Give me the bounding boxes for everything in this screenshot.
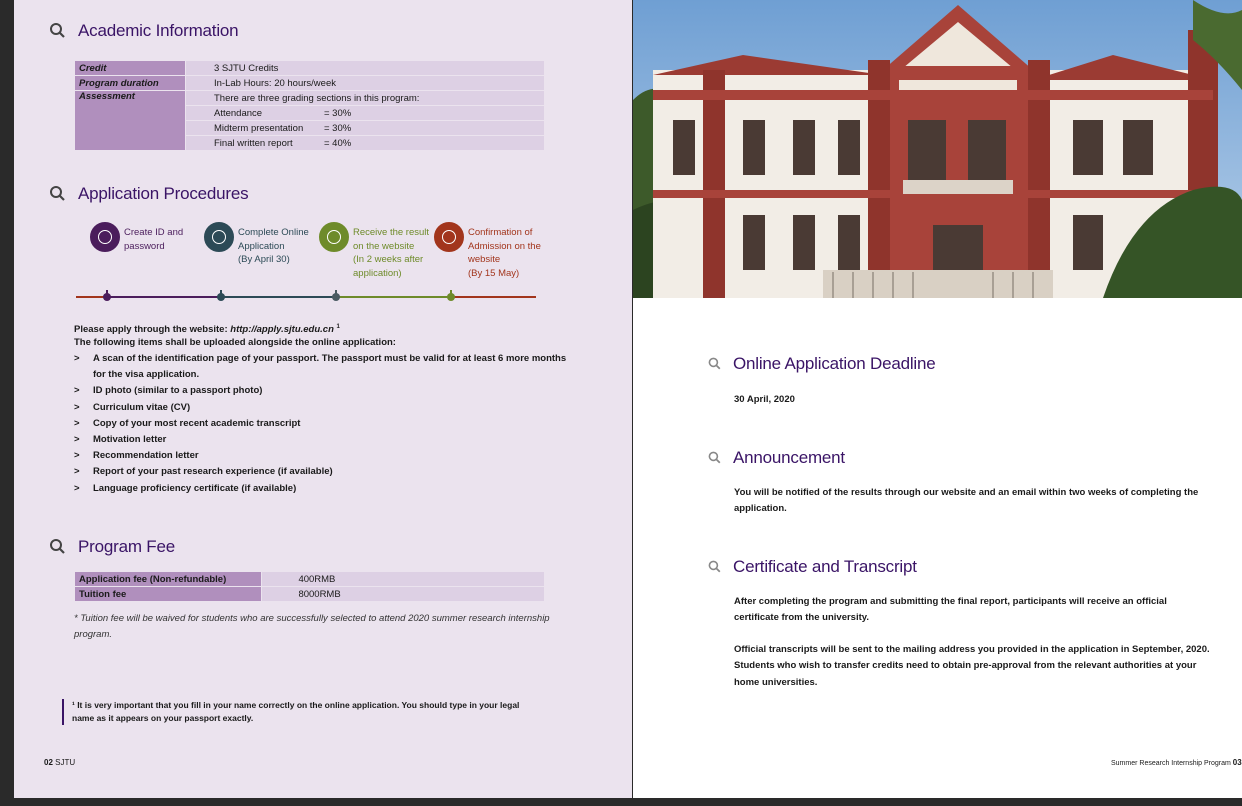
table-row — [75, 572, 545, 587]
procedures-heading — [48, 184, 248, 204]
search-icon — [707, 356, 723, 372]
assessment-value: There are three grading sections in this program: — [186, 91, 545, 106]
fee-value: 8000RMB — [262, 587, 545, 602]
apply-line: Please apply through the website: http://apply.sjtu.edu.cn $^1$ — [74, 324, 340, 336]
grading-item: Midterm presentation — [214, 122, 304, 134]
table-row — [75, 61, 545, 76]
search-icon — [707, 559, 723, 575]
chevron-right-icon: > — [74, 401, 80, 413]
chevron-right-icon: > — [74, 417, 80, 429]
credit-label: Credit — [75, 61, 186, 76]
page-number-right: Summer Research Internship Program 03 — [1111, 758, 1242, 767]
academic-table — [74, 60, 545, 151]
fee-label: Application fee (Non-refundable) — [75, 572, 262, 587]
list-item: > Motivation letter — [74, 432, 574, 448]
fee-value: 400RMB — [262, 572, 545, 587]
duration-value: In-Lab Hours: 20 hours/week — [186, 76, 545, 91]
step-icon — [90, 222, 120, 252]
step-label: Receive the result on the website (In 2 weeks after application) — [353, 227, 430, 279]
chevron-right-icon: > — [74, 482, 80, 494]
step-label: Confirmation of Admission on the website (By 15 May) — [468, 227, 541, 279]
library-photo — [633, 0, 1242, 298]
step-label: Complete Online Application (By April 30) — [238, 227, 309, 265]
step-icon — [319, 222, 349, 252]
fee-label: Tuition fee — [75, 587, 262, 602]
page-number-left: 02 SJTU — [44, 758, 76, 767]
step-label: Create ID and password — [124, 227, 184, 252]
grading-weight: = 40% — [324, 137, 352, 149]
fee-note: * Tuition fee will be waived for students who are successfully selected to attend 2020 summer research internship program. — [74, 613, 550, 641]
fee-table — [74, 571, 545, 602]
certificate-text: After completing the program and submitting the final report, participants will receive an official certificate from the university. — [734, 596, 1167, 624]
list-item: > Report of your past research experience (if available) — [74, 464, 574, 480]
chevron-right-icon: > — [74, 466, 80, 478]
list-item: > Copy of your most recent academic transcript — [74, 416, 574, 432]
chevron-right-icon: > — [74, 434, 80, 446]
list-item: > Language proficiency certificate (if available) — [74, 481, 574, 497]
list-item: > Curriculum vitae (CV) — [74, 400, 574, 416]
table-row — [75, 587, 545, 602]
chevron-right-icon: > — [74, 353, 80, 364]
grading-weight: = 30% — [324, 122, 352, 134]
chevron-right-icon: > — [74, 450, 80, 462]
list-item: for the visa application. — [93, 369, 200, 381]
right-page — [633, 0, 1242, 798]
search-icon — [48, 21, 68, 41]
table-row — [75, 91, 545, 106]
list-item: > A scan of the identification page of your passport. The passport must be valid for at least 6 more months — [74, 351, 574, 367]
certificate-heading — [707, 557, 917, 577]
step-icon — [434, 222, 464, 252]
duration-label: Program duration — [75, 76, 186, 91]
deadline-heading — [707, 354, 936, 374]
search-icon — [48, 184, 68, 204]
certificate-title: Certificate and Transcript — [733, 557, 917, 576]
footnote: ¹ It is very important that you fill in your name correctly on the online application. You should type in your legal name as it appears on your passport exactly. — [62, 699, 519, 725]
procedures-title: Application Procedures — [78, 184, 249, 203]
search-icon — [48, 537, 68, 557]
announcement-text: You will be notified of the results through our website and an email within two weeks of completing the application. — [734, 487, 1199, 515]
upload-intro: The following items shall be uploaded alongside the online application: — [74, 337, 396, 348]
search-icon — [707, 450, 723, 466]
deadline-date: 30 April, 2020 — [734, 394, 795, 405]
announcement-title: Announcement — [733, 448, 845, 467]
fee-title: Program Fee — [78, 537, 176, 556]
step-icon — [204, 222, 234, 252]
assessment-label: Assessment — [75, 91, 186, 151]
announcement-heading — [707, 448, 845, 468]
requirements-list — [74, 351, 574, 497]
academic-info-heading — [48, 21, 238, 41]
apply-link[interactable]: http://apply.sjtu.edu.cn — [230, 324, 334, 336]
grading-item: Attendance — [214, 107, 263, 119]
timeline — [76, 290, 546, 304]
fee-heading — [48, 537, 175, 557]
transcript-text: Official transcripts will be sent to the mailing address you provided in the application in September, 2020. Students who wish to transfer credits need to obtain pre-approval from the relevant authorities at your home universities. — [734, 644, 1210, 688]
left-page — [14, 0, 632, 798]
grading-weight: = 30% — [324, 107, 352, 119]
grading-item: Final written report — [214, 137, 293, 149]
table-row — [75, 76, 545, 91]
academic-info-title: Academic Information — [78, 21, 239, 40]
credit-value: 3 SJTU Credits — [186, 61, 545, 76]
list-item: > ID photo (similar to a passport photo) — [74, 383, 574, 399]
deadline-title: Online Application Deadline — [733, 354, 936, 373]
chevron-right-icon: > — [74, 385, 80, 397]
list-item: > Recommendation letter — [74, 448, 574, 464]
